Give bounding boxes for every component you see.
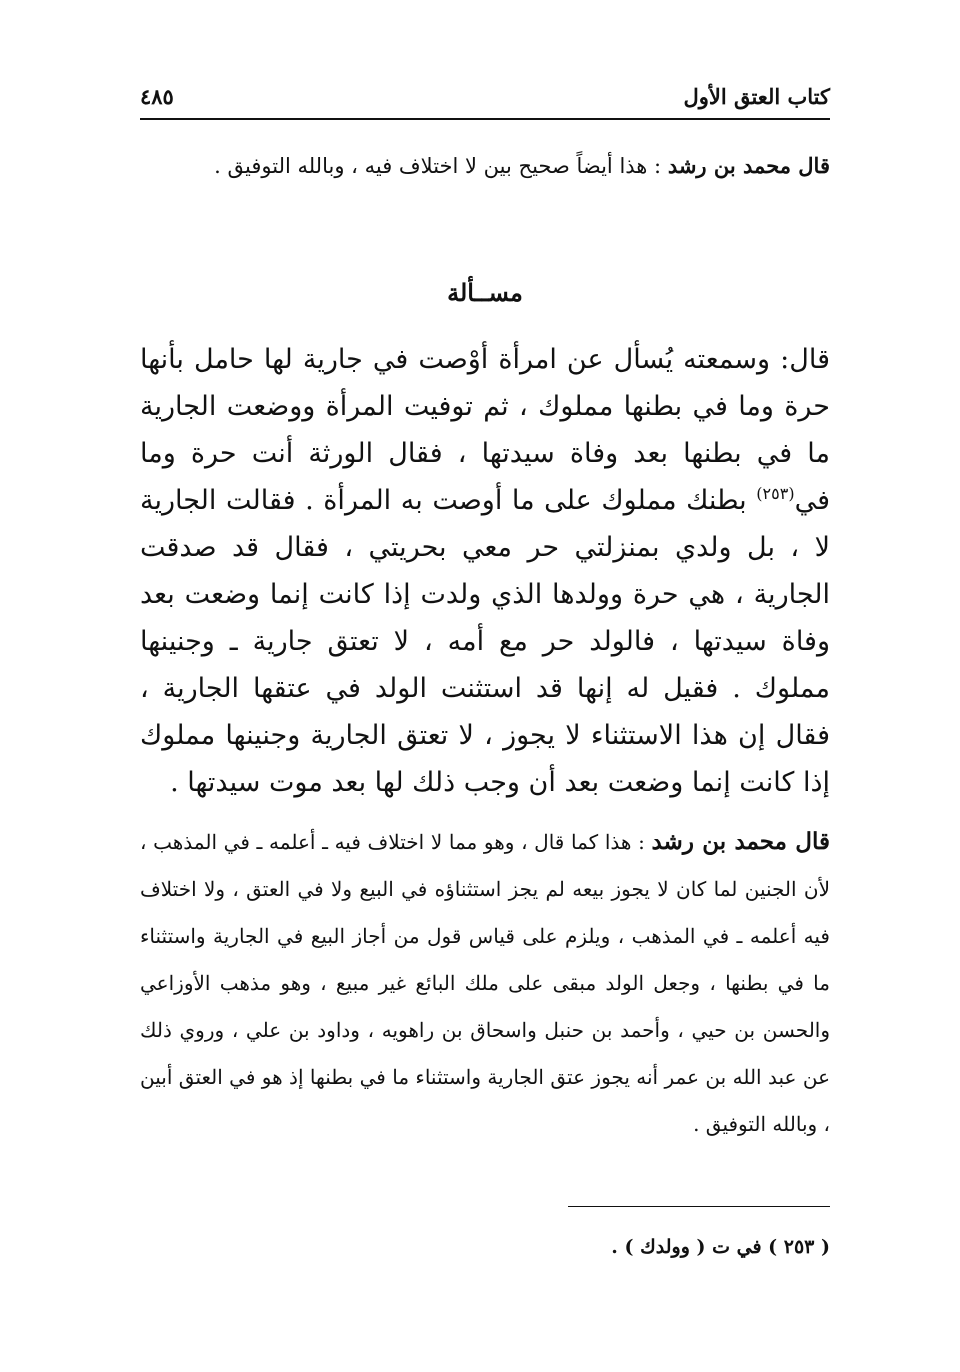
running-title: كتاب العتق الأول: [683, 84, 830, 109]
footnote: ( ٢٥٣ ) في ت ( وولدك ) .: [611, 1236, 830, 1258]
commentary-paragraph: [140, 818, 830, 1148]
intro-paragraph: [140, 142, 830, 190]
question-paragraph: [140, 336, 830, 806]
question-text-end: بطنك مملوك على ما أوصت به المرأة . فقالت الجارية لا ، بل ولدي بمنزلتي حر معي بحريتي ، فقال قد صدقت الجارية ، هي حرة وولدها الذي ولدت إذا كانت إنما وضعت بعد وفاة سيدتها ، فالولد حر مع أمه ، لا تعتق جارية ـ وجنينها مملوك . فقيل له إنها قد استثنت الولد في عتقها الجارية ، فقال إن هذا الاستثناء لا يجوز ، لا تعتق الجارية وجنينها مملوك إذا كانت إنما وضعت بعد أن وجب ذلك لها بعد موت سيدتها .: [140, 485, 830, 798]
intro-speaker: قال محمد بن رشد: [667, 153, 830, 178]
footnote-reference: (٢٥٣): [756, 484, 795, 503]
commentary-text: : هذا كما قال ، وهو مما لا اختلاف فيه ـ أعلمه ـ في المذهب ، لأن الجنين لما كان لا يجوز بيعه لم يجز استثناؤه في البيع ولا في العتق ، ولا اختلاف فيه أعلمه ـ في المذهب ، ويلزم على قياس قول من أجاز البيع في الجارية واستثناء ما في بطنها ، وجعل الولد مبقى على ملك البائع غير مبيع ، وهو مذهب الأوزاعي والحسن بن حيي ، وأحمد بن حنبل واسحاق بن راهويه ، وداود بن علي ، وروي ذلك عن عبد الله بن عمر أنه يجوز عتق الجارية واستثناء ما في بطنها إذ هو في العتق أبين ، وبالله التوفيق .: [140, 830, 830, 1136]
commentary-speaker: قال محمد بن رشد: [651, 828, 830, 855]
footnote-divider: [568, 1206, 830, 1207]
section-heading: مســألة: [447, 278, 523, 307]
question-text-start: قال: وسمعته يُسأل عن امرأة أوْصت في جارية لها حامل بأنها حرة وما في بطنها مملوك ، ثم توفيت المرأة ووضعت الجارية ما في بطنها بعد وفاة سيدتها ، فقال الورثة أنت حرة وما في: [140, 344, 830, 516]
page-number: ٤٨٥: [140, 84, 174, 109]
page-header: [140, 78, 830, 120]
intro-text: : هذا أيضاً صحيح بين لا اختلاف فيه ، وبالله التوفيق .: [214, 154, 668, 178]
